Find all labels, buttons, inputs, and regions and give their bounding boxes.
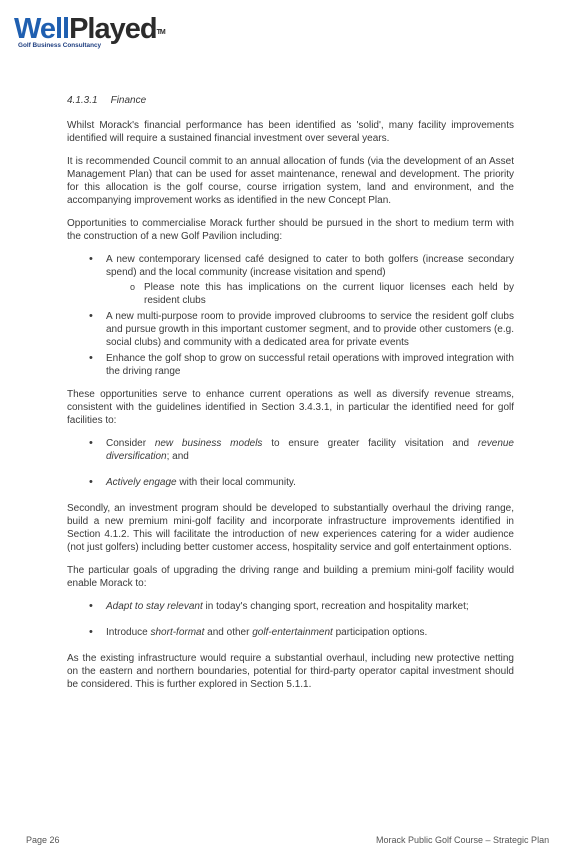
list-text: ; and — [166, 451, 189, 462]
section-number: 4.1.3.1 — [67, 95, 98, 106]
emphasis: revenue diversification — [106, 438, 514, 462]
paragraph: It is recommended Council commit to an annual allocation of funds (via the development of an Asset Management Plan) that can be used for asset maintenance, renewal and development. The priority for this allocation is the golf course, course irrigation system, land and environment, and the accompanying improvement works as identified in the new Concept Plan. — [67, 156, 514, 206]
document-title: Morack Public Golf Course – Strategic Plan — [376, 835, 550, 845]
emphasis: short-format — [150, 627, 205, 638]
logo-trademark: TM — [156, 29, 165, 36]
section-title: Finance — [110, 95, 147, 106]
emphasis: golf-entertainment — [252, 627, 333, 638]
paragraph: As the existing infrastructure would require a substantial overhaul, including new protective netting on the eastern and northern boundaries, potential for third-party operator capital investment should be considered. This is further explored in Section 5.1.1. — [67, 653, 514, 690]
list-text: Introduce — [106, 627, 151, 638]
paragraph: Opportunities to commercialise Morack further should be pursued in the short to medium term with the construction of a new Golf Pavilion including: — [67, 218, 514, 242]
list-item-text: A new contemporary licensed café designed to cater to both golfers (increase secondary spend) and the local community (increase visitation and spend) — [106, 254, 514, 278]
list-text: participation options. — [332, 627, 428, 638]
list-text: Consider — [106, 438, 155, 449]
list-text: to ensure greater facility visitation and — [262, 438, 478, 449]
sub-list-item: o Please note this has implications on the current liquor licenses each held by resident clubs — [106, 281, 514, 307]
page-number: Page 26 — [26, 835, 60, 845]
pavilion-features-list — [67, 253, 514, 378]
logo-tagline: Golf Business Consultancy — [18, 42, 102, 49]
emphasis: new business models — [154, 438, 263, 449]
sub-list — [106, 281, 514, 307]
logo-well-text: Well — [14, 13, 70, 45]
paragraph: These opportunities serve to enhance current operations as well as diversify revenue streams, consistent with the guidelines identified in Section 3.4.3.1, in particular the identified need for golf facilities to: — [67, 389, 514, 426]
list-item — [67, 437, 514, 463]
list-text: in today's changing sport, recreation and hospitality market; — [202, 601, 469, 612]
list-item — [67, 600, 514, 613]
list-text: with their local community. — [176, 477, 296, 488]
paragraph: The particular goals of upgrading the driving range and building a premium mini-golf facility would enable Morack to: — [67, 565, 514, 589]
page-footer — [0, 835, 581, 849]
document-body — [67, 94, 514, 701]
section-heading — [67, 94, 514, 107]
list-item — [67, 476, 514, 489]
list-item: • Enhance the golf shop to grow on successful retail operations with improved integration with the driving range — [67, 352, 514, 378]
list-text: and other — [204, 627, 253, 638]
upgrade-goals-list — [67, 600, 514, 639]
golf-facility-needs-list — [67, 437, 514, 489]
paragraph: Secondly, an investment program should be developed to substantially overhaul the driving range, build a new premium mini-golf facility and incorporate infrastructure improvements identified in Section 4.1.2. This will facilitate the introduction of new experiences catering for a wider audience (not just golfers) including better customer access, hospitality service and golf entertainment options. — [67, 503, 514, 553]
paragraph: Whilst Morack's financial performance has been identified as 'solid', many facility improvements identified will require a sustained financial investment over several years. — [67, 120, 514, 144]
logo-wordmark — [14, 14, 165, 44]
list-item — [67, 253, 514, 307]
wellplayed-logo — [14, 14, 165, 49]
list-item: • A new multi-purpose room to provide improved clubrooms to service the resident golf clubs and pursue growth in this important customer segment, and to provide other customers (e.g. social clubs) and community with a dedicated area for private events — [67, 310, 514, 349]
emphasis: Adapt to stay relevant — [106, 601, 203, 612]
logo-played-text: Played — [69, 13, 157, 45]
emphasis: Actively engage — [106, 477, 177, 488]
list-item — [67, 626, 514, 639]
